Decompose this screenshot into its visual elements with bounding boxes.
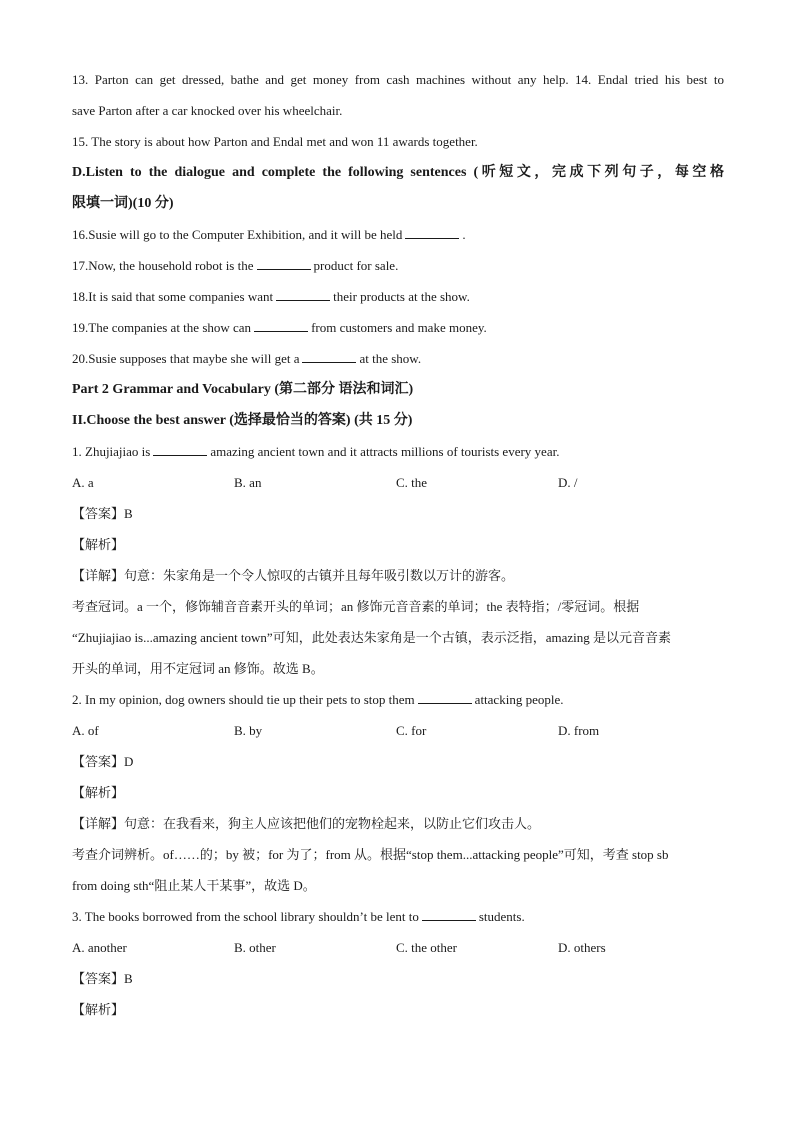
q1-option-d[interactable]: D. / <box>558 475 578 490</box>
q3-answer: 【答案】B <box>72 971 133 986</box>
q1-answer: 【答案】B <box>72 506 133 521</box>
q2-answer: 【答案】D <box>72 754 134 769</box>
q3-stem: 3. The books borrowed from the school library shouldn’t be lent to students. <box>72 909 525 924</box>
q3-options <box>72 932 724 963</box>
q13-14-line1: 13. Parton can get dressed, bathe and get money from cash machines without any help. 14. Endal tried his best to <box>72 72 724 87</box>
q2-stem: 2. In my opinion, dog owners should tie up their pets to stop them attacking people. <box>72 692 564 707</box>
q18-blank[interactable] <box>276 288 330 301</box>
q2-detail-line1: 【详解】句意：在我看来，狗主人应该把他们的宠物栓起来，以防止它们攻击人。 <box>72 816 541 831</box>
q1-stem: 1. Zhujiajiao is amazing ancient town and it attracts millions of tourists every year. <box>72 444 560 459</box>
part2-heading: Part 2 Grammar and Vocabulary (第二部分 语法和词汇) <box>72 382 414 397</box>
q17-sentence: 17.Now, the household robot is the product for sale. <box>72 258 399 273</box>
q1-option-a[interactable]: A. a <box>72 475 94 490</box>
section-ii-heading: II.Choose the best answer (选择最恰当的答案) (共 15 分) <box>72 413 413 428</box>
q3-blank[interactable] <box>422 908 476 921</box>
q2-detail-line3: from doing sth“阻止某人干某事”，故选 D。 <box>72 878 316 893</box>
q1-blank[interactable] <box>153 443 207 456</box>
section-d-title-line1: D.Listen to the dialogue and complete the following sentences (听短文，完成下列句子，每空格 <box>72 165 724 180</box>
q19-blank[interactable] <box>254 319 308 332</box>
q2-option-a[interactable]: A. of <box>72 723 99 738</box>
q2-option-c[interactable]: C. for <box>396 723 427 738</box>
q3-option-b[interactable]: B. other <box>234 940 276 955</box>
q18-sentence: 18.It is said that some companies want their products at the show. <box>72 289 470 304</box>
q1-detail-line3: “Zhujiajiao is...amazing ancient town”可知，此处表达朱家角是一个古镇，表示泛指，amazing 是以元音音素 <box>72 630 671 645</box>
q2-option-b[interactable]: B. by <box>234 723 263 738</box>
section-d-title-line2: 限填一词)(10 分) <box>72 196 174 211</box>
q16-sentence: 16.Susie will go to the Computer Exhibition, and it will be held . <box>72 227 466 242</box>
q15-statement: 15. The story is about how Parton and Endal met and won 11 awards together. <box>72 134 478 149</box>
q2-blank[interactable] <box>418 691 472 704</box>
q2-detail-line2: 考查介词辨析。of……的；by 被；for 为了；from 从。根据“stop them...attacking people”可知，考查 stop sb <box>72 847 669 862</box>
q3-option-d[interactable]: D. others <box>558 940 606 955</box>
q1-option-c[interactable]: C. the <box>396 475 428 490</box>
q1-detail-line4: 开头的单词，用不定冠词 an 修饰。故选 B。 <box>72 661 324 676</box>
q1-detail-line2: 考查冠词。a 一个，修饰辅音音素开头的单词；an 修饰元音音素的单词；the 表特指；/零冠词。根据 <box>72 599 640 614</box>
q20-sentence: 20.Susie supposes that maybe she will get a at the show. <box>72 351 422 366</box>
q2-option-d[interactable]: D. from <box>558 723 600 738</box>
q19-sentence: 19.The companies at the show can from customers and make money. <box>72 320 487 335</box>
q1-options <box>72 467 724 498</box>
q2-analysis-label: 【解析】 <box>72 785 125 800</box>
document-page <box>72 64 724 1025</box>
q3-analysis-label: 【解析】 <box>72 1002 125 1017</box>
q13-14-line2: save Parton after a car knocked over his wheelchair. <box>72 103 343 118</box>
q2-options <box>72 715 724 746</box>
q3-option-a[interactable]: A. another <box>72 940 127 955</box>
q1-analysis-label: 【解析】 <box>72 537 125 552</box>
q16-blank[interactable] <box>405 226 459 239</box>
q1-detail-line1: 【详解】句意：朱家角是一个令人惊叹的古镇并且每年吸引数以万计的游客。 <box>72 568 515 583</box>
q17-blank[interactable] <box>257 257 311 270</box>
q1-option-b[interactable]: B. an <box>234 475 262 490</box>
q3-option-c[interactable]: C. the other <box>396 940 458 955</box>
q20-blank[interactable] <box>302 350 356 363</box>
